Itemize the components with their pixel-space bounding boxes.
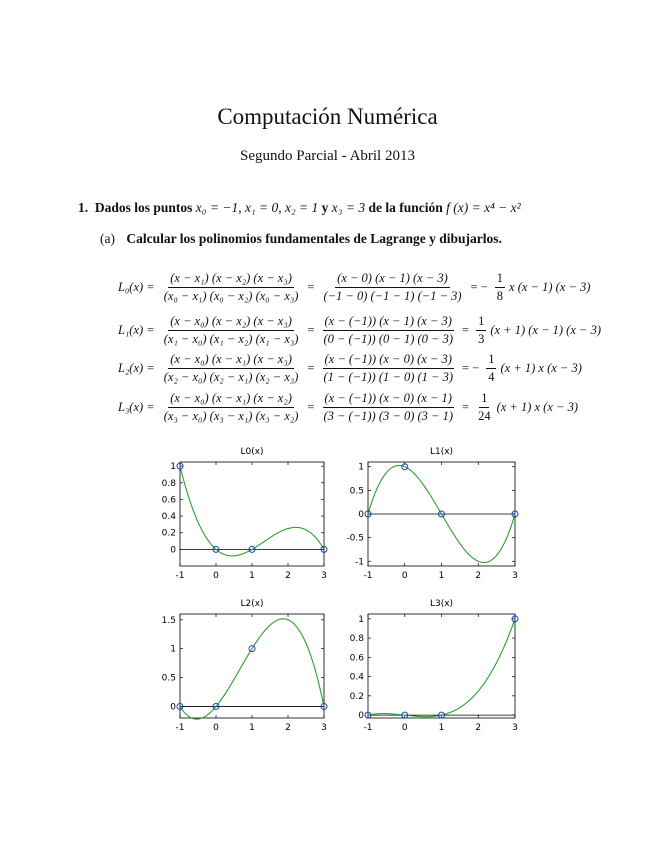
y-tick-label: 0.4	[161, 512, 176, 523]
eq-lhs: L₁(x) =	[118, 322, 155, 337]
x-tick-label: 1	[438, 723, 445, 733]
y-tick-label: 0.5	[349, 486, 364, 497]
eq-coefficient	[486, 352, 496, 385]
axes-box	[180, 462, 324, 566]
eq-coef-den: 4	[488, 369, 495, 384]
eq-denominator: (x₁ − x₀) (x₁ − x₂) (x₁ − x₃)	[163, 331, 299, 346]
page-subtitle: Segundo Parcial - Abril 2013	[240, 148, 415, 164]
problem-and: y	[321, 200, 329, 215]
problem-lead: Dados los puntos	[94, 200, 193, 215]
eq-denominator: (x₀ − x₁) (x₀ − x₂) (x₀ − x₃)	[163, 288, 299, 303]
x-tick-label: 0	[213, 571, 219, 581]
y-tick-label: 0.6	[161, 495, 176, 506]
plot-title: L1(x)	[429, 447, 454, 457]
y-tick-label: 0.4	[349, 672, 364, 683]
eq-fraction-symbolic	[162, 352, 301, 385]
eq-tail: (x + 1) x (x − 3)	[496, 399, 578, 414]
y-tick-label: 0.5	[161, 673, 176, 684]
part-a-label: (a)	[100, 231, 115, 246]
eq-denominator: (x₃ − x₀) (x₃ − x₁) (x₃ − x₂)	[163, 408, 299, 423]
x-tick-label: 3	[321, 723, 327, 733]
x-tick-label: -1	[175, 723, 185, 733]
eq-denominator: (−1 − 0) (−1 − 1) (−1 − 3)	[323, 288, 462, 303]
eq-tail: x (x − 1) (x − 3)	[509, 279, 591, 294]
y-tick-label: 1.5	[161, 615, 176, 626]
eq-denominator: (3 − (−1)) (3 − 0) (3 − 1)	[323, 408, 453, 423]
y-tick-label: -1	[355, 557, 364, 568]
x-tick-label: 1	[249, 571, 255, 581]
eq-tail: (x + 1) (x − 1) (x − 3)	[490, 322, 601, 337]
plot-L2	[150, 592, 340, 738]
y-tick-label: 0.8	[161, 478, 176, 489]
axes-box	[368, 614, 515, 718]
eq-tail: (x + 1) x (x − 3)	[500, 360, 582, 375]
x-tick-label: 1	[438, 571, 445, 581]
y-tick-label: 1	[358, 614, 364, 625]
part-a	[100, 231, 502, 247]
part-a-text: Calcular los polinomios fundamentales de Lagrange y dibujarlos.	[126, 231, 502, 246]
y-tick-label: 0.2	[349, 691, 364, 702]
eq-coef-num: 1	[486, 352, 496, 369]
eq-fraction-symbolic	[162, 314, 301, 347]
eq-denominator: (1 − (−1)) (1 − 0) (1 − 3)	[323, 369, 453, 384]
eq-numerator: (x − x₀) (x − x₁) (x − x₂)	[168, 391, 294, 408]
x-tick-label: 0	[401, 723, 408, 733]
x-tick-label: -1	[363, 571, 373, 581]
problem-number: 1.	[78, 200, 89, 215]
y-tick-label: 1	[170, 462, 176, 473]
x-tick-label: 1	[249, 723, 255, 733]
eq-coefficient	[476, 314, 486, 347]
series-line	[180, 619, 324, 719]
eq-sign: = −	[470, 279, 488, 294]
problem-function: f (x) = x⁴ − x²	[446, 200, 521, 215]
x-tick-label: -1	[363, 723, 373, 733]
equation-L2: L₂(x) = $\frac{\text{(x − x₀) (x − x₁) (x − x₃)}}{\text{(x₂ − x₀) (x₂ − x₁) (x₂ − x₃)}}$ = $\frac{(x - (-1)) (x - 0) (x - 3)}{(1 - (-1)) (1 - 0) (1 - 3)}$ = − $\frac{1}{4}$ (x + 1) x (x − 3)	[118, 351, 582, 384]
y-tick-label: 0.2	[161, 528, 176, 539]
y-tick-label: 0	[358, 711, 364, 722]
x-tick-label: 3	[512, 723, 518, 733]
axes-box	[180, 614, 324, 718]
x-tick-label: 2	[285, 571, 291, 581]
series-line	[368, 619, 515, 717]
problem-points: x₀ = −1, x₁ = 0, x₂ = 1	[195, 200, 319, 215]
eq-fraction-symbolic	[162, 271, 301, 304]
problem-statement	[78, 200, 521, 216]
y-tick-label: 0.8	[349, 634, 364, 645]
x-tick-label: 2	[285, 723, 291, 733]
plot-L0	[150, 438, 340, 584]
x-tick-label: -1	[175, 571, 185, 581]
eq-numerator: (x − (−1)) (x − 0) (x − 3)	[323, 352, 454, 369]
eq-denominator: (x₂ − x₀) (x₂ − x₁) (x₂ − x₃)	[163, 369, 299, 384]
eq-denominator: (0 − (−1)) (0 − 1) (0 − 3)	[323, 331, 453, 346]
eq-coef-den: 8	[496, 288, 504, 303]
eq-fraction-numeric	[321, 314, 455, 347]
eq-coef-num: 1	[479, 391, 489, 408]
eq-lhs: L₂(x) =	[118, 360, 155, 375]
y-tick-label: -0.5	[346, 533, 364, 544]
x-tick-label: 2	[475, 571, 482, 581]
eq-numerator: (x − x₀) (x − x₂) (x − x₃)	[168, 314, 294, 331]
y-tick-label: 0	[170, 545, 176, 556]
eq-fraction-symbolic	[162, 391, 301, 424]
eq-numerator: (x − (−1)) (x − 0) (x − 1)	[323, 391, 454, 408]
plot-L3	[338, 592, 528, 738]
equation-L3: L₃(x) = $\frac{\text{(x − x₀) (x − x₁) (x − x₂)}}{\text{(x₃ − x₀) (x₃ − x₁) (x₃ − x₂)}}$ = $\frac{(x - (-1)) (x - 0) (x - 1)}{(3 - (-1)) (3 - 0) (3 - 1)}$ = $\frac{1}{24}$ (x + 1) x (x − 3)	[118, 390, 578, 423]
eq-fraction-numeric	[321, 271, 463, 304]
eq-coefficient	[476, 391, 493, 424]
eq-coef-den: 3	[478, 331, 485, 346]
eq-numerator: (x − (−1)) (x − 1) (x − 3)	[323, 314, 454, 331]
plot-L1	[338, 438, 528, 584]
plot-title: L3(x)	[429, 599, 454, 609]
x-tick-label: 0	[401, 571, 408, 581]
problem-of-function: de la función	[368, 200, 443, 215]
y-tick-label: 0.6	[349, 653, 364, 664]
eq-coef-num: 1	[476, 314, 486, 331]
y-tick-label: 0	[170, 702, 176, 713]
y-tick-label: 1	[358, 462, 364, 473]
y-tick-label: 0	[358, 510, 364, 520]
equation-L0: L₀(x) = $\frac{\text{(x − x₁) (x − x₂) (x − x₃)}}{\text{(x₀ − x₁) (x₀ − x₂) (x₀ − x₃)}}$ = $\frac{(x - 0) (x - 1) (x - 3)}{(-1 - 0) (-1 - 1) (-1 - 3)}$ = − $\frac{1}{8}$ x (x − 1) (x − 3)	[118, 270, 591, 303]
eq-sign: =	[462, 399, 470, 414]
eq-coef-num: 1	[495, 271, 505, 288]
page-title: Computación Numérica	[217, 104, 438, 129]
series-line	[180, 466, 324, 556]
eq-lhs: L₃(x) =	[118, 399, 155, 414]
y-tick-label: 1	[170, 644, 176, 655]
eq-fraction-numeric	[321, 391, 455, 424]
eq-sign: =	[462, 322, 470, 337]
eq-lhs: L₀(x) =	[118, 279, 155, 294]
plot-title: L2(x)	[240, 599, 264, 609]
eq-coef-den: 24	[478, 408, 491, 423]
eq-numerator: (x − x₁) (x − x₂) (x − x₃)	[168, 271, 294, 288]
eq-coefficient	[495, 271, 505, 304]
x-tick-label: 2	[475, 723, 482, 733]
eq-numerator: (x − 0) (x − 1) (x − 3)	[335, 271, 450, 288]
eq-numerator: (x − x₀) (x − x₁) (x − x₃)	[168, 352, 294, 369]
x-tick-label: 0	[213, 723, 219, 733]
equation-L1: L₁(x) = $\frac{\text{(x − x₀) (x − x₂) (x − x₃)}}{\text{(x₁ − x₀) (x₁ − x₂) (x₁ − x₃)}}$ = $\frac{(x - (-1)) (x - 1) (x - 3)}{(0 - (-1)) (0 - 1) (0 - 3)}$ = $\frac{1}{3}$ (x + 1) (x − 1) (x − 3)	[118, 313, 601, 346]
plot-title: L0(x)	[240, 447, 264, 457]
eq-fraction-numeric	[321, 352, 455, 385]
x-tick-label: 3	[321, 571, 327, 581]
x-tick-label: 3	[512, 571, 518, 581]
eq-sign: = −	[462, 360, 480, 375]
problem-last-point: x₃ = 3	[331, 200, 366, 215]
